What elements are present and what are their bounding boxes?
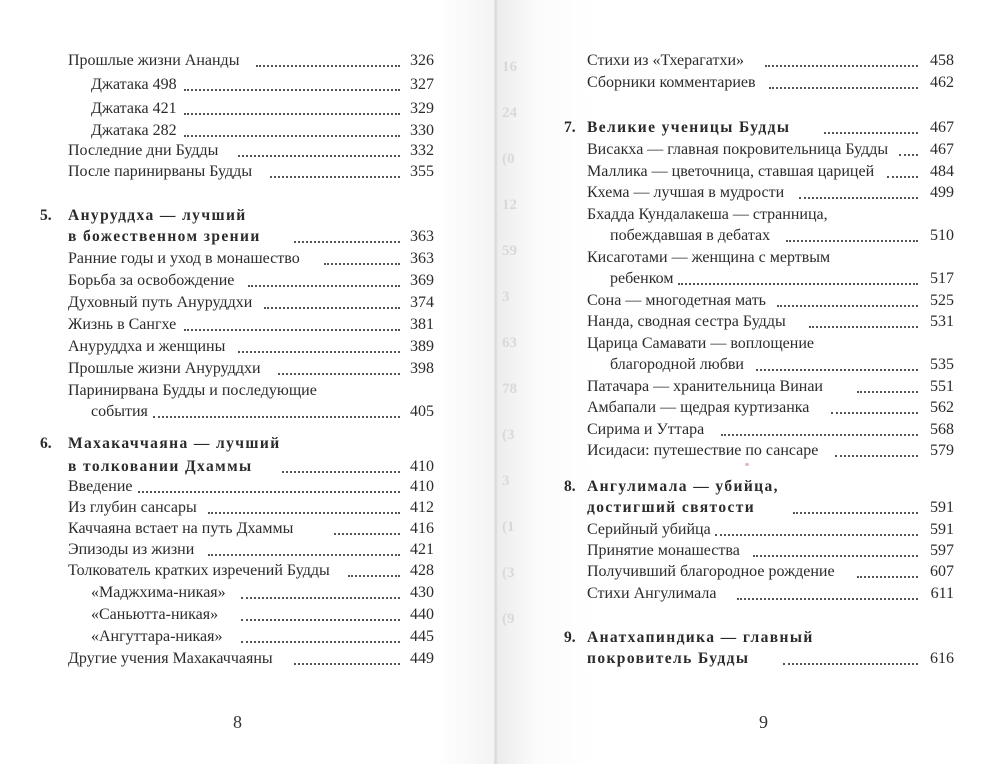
chapter-heading-line[interactable] [68, 226, 434, 248]
toc-entry-title: Серийный убийца [587, 519, 712, 541]
toc-entry-page: 499 [929, 182, 954, 204]
chapter-number: 7. [564, 119, 576, 136]
toc-entry[interactable] [587, 161, 954, 183]
toc-entry[interactable] [68, 380, 434, 402]
toc-leader [238, 351, 400, 353]
toc-entry-page: 412 [409, 497, 434, 519]
toc-entry-title: Джатака 498 [91, 74, 178, 96]
chapter-page: 591 [929, 497, 954, 519]
toc-leader [799, 197, 918, 199]
toc-leader [256, 65, 400, 67]
toc-leader [184, 89, 400, 91]
toc-entry[interactable] [68, 248, 434, 270]
toc-entry[interactable] [91, 98, 434, 120]
toc-entry[interactable] [91, 401, 434, 423]
toc-entry-page: 430 [409, 582, 434, 604]
chapter-heading[interactable] [40, 433, 434, 455]
toc-entry-title: благородной любви [610, 354, 745, 376]
toc-entry-page: 579 [929, 440, 954, 462]
toc-leader [857, 576, 918, 578]
toc-entry-page: 326 [409, 50, 434, 72]
chapter-page: 616 [929, 648, 954, 670]
toc-entry[interactable] [91, 120, 434, 142]
toc-entry[interactable] [587, 540, 954, 562]
toc-entry[interactable] [587, 419, 954, 441]
toc-entry-page: 597 [929, 540, 954, 562]
toc-entry-title: После паринирваны Будды [68, 161, 253, 183]
toc-leader [248, 285, 400, 287]
chapter-title-line: достигший святости [587, 497, 756, 519]
toc-entry[interactable] [610, 268, 954, 290]
chapter-title-line: покровитель Будды [587, 648, 750, 670]
toc-leader [241, 597, 400, 599]
toc-entry[interactable] [68, 539, 434, 561]
chapter-number: 9. [564, 629, 576, 646]
toc-leader [294, 241, 400, 243]
toc-entry[interactable] [91, 74, 434, 96]
toc-entry-title: Ануруддха и женщины [68, 336, 226, 358]
toc-leader [765, 65, 918, 67]
toc-leader [899, 154, 918, 156]
toc-entry-page: 405 [409, 401, 434, 423]
toc-leader [184, 329, 400, 331]
toc-entry-page: 591 [929, 519, 954, 541]
toc-entry-title: Борьба за освобождение [68, 270, 235, 292]
toc-leader [737, 598, 918, 600]
toc-entry-title: Стихи Ангулимала [587, 583, 717, 605]
toc-entry-title: Кхема — лучшая в мудрости [587, 182, 785, 204]
toc-leader [278, 373, 400, 375]
toc-leader [324, 263, 400, 265]
toc-entry[interactable] [587, 72, 954, 94]
toc-leader [264, 307, 400, 309]
toc-entry-page: 416 [409, 518, 434, 540]
toc-entry[interactable] [68, 358, 434, 380]
toc-leader [824, 132, 918, 134]
toc-entry-title: Бхадда Кундалакеша — странница, [587, 204, 829, 226]
chapter-heading-line[interactable] [587, 648, 954, 670]
toc-entry[interactable] [68, 518, 434, 540]
toc-entry[interactable] [587, 333, 954, 355]
toc-leader [282, 471, 400, 473]
toc-leader [678, 283, 918, 285]
toc-entry-page: 611 [930, 583, 954, 605]
toc-entry-title: Прошлые жизни Ануруддхи [68, 358, 262, 380]
chapter-title: Ануруддха — лучший [68, 207, 247, 224]
toc-entry[interactable] [587, 247, 954, 269]
toc-entry-page: 551 [929, 376, 954, 398]
toc-entry-page: 389 [409, 336, 434, 358]
chapter-page: 467 [930, 119, 954, 136]
toc-entry-title: Исидаси: путешествие по сансаре [587, 440, 819, 462]
toc-entry-page: 449 [409, 648, 434, 670]
toc-leader [831, 412, 918, 414]
toc-entry[interactable] [68, 560, 434, 582]
toc-entry-title: события [91, 401, 149, 423]
toc-entry-title: побеждавшая в дебатах [610, 225, 771, 247]
bleed-digit: 78 [502, 381, 517, 397]
toc-entry-title: Паринирвана Будды и последующие [68, 380, 318, 402]
toc-leader [786, 240, 918, 242]
bleed-digit: (0 [502, 151, 515, 167]
toc-entry[interactable] [68, 476, 434, 498]
book-spine [494, 0, 498, 764]
toc-entry-page: 445 [409, 626, 434, 648]
bleed-digit: 59 [502, 243, 517, 259]
bleed-digit: (3 [502, 427, 515, 443]
toc-entry-page: 421 [409, 539, 434, 561]
chapter-title: Ангулимала — убийца, [587, 478, 779, 495]
bleed-digit: 24 [502, 105, 517, 121]
chapter-title: Анатхапиндика — главный [587, 629, 814, 646]
toc-entry[interactable] [68, 161, 434, 183]
toc-leader [793, 512, 918, 514]
toc-entry-page: 332 [409, 140, 434, 162]
toc-entry-page: 327 [409, 74, 434, 96]
toc-entry-page: 410 [409, 476, 434, 498]
toc-entry-title: Жизнь в Сангхе [68, 314, 177, 336]
toc-entry[interactable] [91, 604, 434, 626]
toc-entry-title: Патачара — хранительница Винаи [587, 376, 824, 398]
toc-entry-page: 458 [929, 50, 954, 72]
toc-leader [835, 455, 918, 457]
toc-leader [238, 155, 400, 157]
toc-entry-title: ребенком [610, 268, 674, 290]
toc-entry-page: 363 [409, 248, 434, 270]
chapter-number: 6. [40, 435, 52, 452]
page-number: 9 [759, 712, 768, 732]
toc-entry[interactable] [587, 290, 954, 312]
toc-leader [783, 663, 918, 665]
toc-entry-page: 369 [409, 270, 434, 292]
toc-entry-page: 568 [929, 419, 954, 441]
toc-entry[interactable] [587, 583, 954, 605]
bleed-digit: 3 [502, 289, 510, 305]
toc-entry[interactable] [587, 311, 954, 333]
chapter-title: Великие ученицы Будды [587, 119, 791, 136]
toc-entry-title: Ранние годы и уход в монашество [68, 248, 301, 270]
toc-entry-title: Сборники комментариев [587, 72, 757, 94]
toc-entry-title: Джатака 421 [91, 98, 178, 120]
toc-entry-page: 467 [929, 139, 954, 161]
toc-entry-title: Введение [68, 476, 134, 498]
toc-entry-page: 531 [929, 311, 954, 333]
toc-entry[interactable] [68, 140, 434, 162]
page-number: 8 [233, 712, 242, 732]
toc-leader [184, 113, 400, 115]
toc-entry-title: «Маджхима-никая» [91, 582, 227, 604]
toc-entry[interactable] [68, 270, 434, 292]
chapter-heading[interactable] [564, 627, 954, 649]
toc-entry[interactable] [587, 376, 954, 398]
chapter-heading-line[interactable] [587, 497, 954, 519]
toc-entry-page: 525 [929, 290, 954, 312]
toc-leader [138, 491, 400, 493]
toc-entry-title: Нанда, сводная сестра Будды [587, 311, 787, 333]
toc-leader [294, 663, 400, 665]
toc-entry-page: 462 [929, 72, 954, 94]
toc-entry-title: Толкователь кратких изречений Будды [68, 560, 331, 582]
chapter-title-line: в божественном зрении [68, 226, 262, 248]
toc-entry-title: Царица Самавати — воплощение [587, 333, 815, 355]
toc-entry-page: 355 [409, 161, 434, 183]
ink-speck [745, 463, 749, 466]
toc-entry-page: 398 [409, 358, 434, 380]
toc-entry[interactable] [68, 314, 434, 336]
toc-leader [809, 326, 918, 328]
toc-entry-title: Духовный путь Ануруддхи [68, 292, 253, 314]
bleed-digit: (9 [502, 611, 515, 627]
toc-entry[interactable] [68, 336, 434, 358]
toc-entry-title: Прошлые жизни Ананды [68, 50, 240, 72]
toc-entry-page: 607 [929, 561, 954, 583]
toc-entry-page: 510 [929, 225, 954, 247]
toc-entry-page: 535 [929, 354, 954, 376]
chapter-title-line: в толковании Дхаммы [68, 456, 254, 478]
toc-entry[interactable] [587, 561, 954, 583]
toc-leader [769, 87, 918, 89]
toc-entry[interactable] [68, 292, 434, 314]
chapter-heading-line[interactable] [68, 456, 434, 478]
toc-entry-page: 562 [929, 397, 954, 419]
chapter-heading[interactable] [564, 117, 954, 139]
toc-leader [887, 176, 918, 178]
toc-leader [208, 512, 400, 514]
chapter-title: Махакаччаяна — лучший [68, 435, 281, 452]
bleed-digit: (1 [502, 519, 515, 535]
toc-entry[interactable] [587, 204, 954, 226]
toc-entry-title: Последние дни Будды [68, 140, 219, 162]
toc-entry-title: Из глубин сансары [68, 497, 198, 519]
toc-entry-page: 330 [409, 120, 434, 142]
toc-leader [715, 534, 918, 536]
toc-entry[interactable] [587, 139, 954, 161]
toc-entry-title: Кисаготами — женщина с мертвым [587, 247, 831, 269]
chapter-number: 5. [40, 207, 52, 224]
bleed-digit: 12 [502, 197, 517, 213]
toc-entry-title: Сона — многодетная мать [587, 290, 767, 312]
toc-entry[interactable] [610, 354, 954, 376]
toc-entry[interactable] [587, 50, 954, 72]
toc-entry-title: Стихи из «Тхерагатхи» [587, 50, 745, 72]
toc-leader [777, 305, 918, 307]
bleed-through-digits [502, 44, 542, 627]
toc-entry[interactable] [91, 582, 434, 604]
toc-leader [857, 391, 918, 393]
toc-entry-title: Висакха — главная покровительница Будды [587, 139, 889, 161]
toc-leader [721, 434, 918, 436]
toc-entry-title: Получивший благородное рождение [587, 561, 836, 583]
toc-leader [241, 641, 400, 643]
toc-entry-page: 517 [929, 268, 954, 290]
toc-entry-title: «Саньютта-никая» [91, 604, 219, 626]
toc-leader [184, 135, 400, 137]
bleed-digit: 63 [502, 335, 517, 351]
toc-entry-page: 484 [929, 161, 954, 183]
toc-leader [241, 619, 400, 621]
toc-entry-page: 381 [409, 314, 434, 336]
toc-entry-title: Сирима и Уттара [587, 419, 705, 441]
toc-entry-page: 428 [409, 560, 434, 582]
chapter-page: 363 [409, 226, 434, 248]
toc-leader [270, 176, 400, 178]
toc-entry[interactable] [610, 225, 954, 247]
toc-leader [756, 369, 918, 371]
toc-leader [153, 416, 400, 418]
chapter-page: 410 [409, 456, 434, 478]
toc-entry[interactable] [587, 440, 954, 462]
chapter-number: 8. [564, 478, 576, 495]
bleed-digit: 16 [502, 59, 517, 75]
toc-entry[interactable] [68, 497, 434, 519]
toc-entry-title: Эпизоды из жизни [68, 539, 195, 561]
toc-leader [753, 555, 918, 557]
bleed-digit: 3 [502, 473, 510, 489]
toc-entry[interactable] [587, 519, 954, 541]
toc-entry-page: 440 [409, 604, 434, 626]
toc-leader [348, 575, 400, 577]
toc-entry-title: Каччаяна встает на путь Дхаммы [68, 518, 294, 540]
toc-entry-title: Другие учения Махакаччаяны [68, 648, 274, 670]
toc-entry-page: 374 [409, 292, 434, 314]
bleed-digit: (3 [502, 565, 515, 581]
chapter-heading[interactable] [40, 205, 434, 227]
toc-entry[interactable] [68, 648, 434, 670]
toc-entry-title: Амбапали — щедрая куртизанка [587, 397, 810, 419]
toc-entry-page: 329 [409, 98, 434, 120]
toc-entry-title: Джатака 282 [91, 120, 178, 142]
toc-entry-title: «Ангуттара-никая» [91, 626, 224, 648]
chapter-heading[interactable] [564, 476, 954, 498]
toc-leader [334, 533, 400, 535]
toc-leader [208, 554, 400, 556]
toc-entry[interactable] [68, 50, 434, 72]
toc-entry[interactable] [91, 626, 434, 648]
toc-entry[interactable] [587, 397, 954, 419]
toc-entry-title: Принятие монашества [587, 540, 741, 562]
toc-entry-title: Маллика — цветочница, ставшая царицей [587, 161, 875, 183]
toc-entry[interactable] [587, 182, 954, 204]
